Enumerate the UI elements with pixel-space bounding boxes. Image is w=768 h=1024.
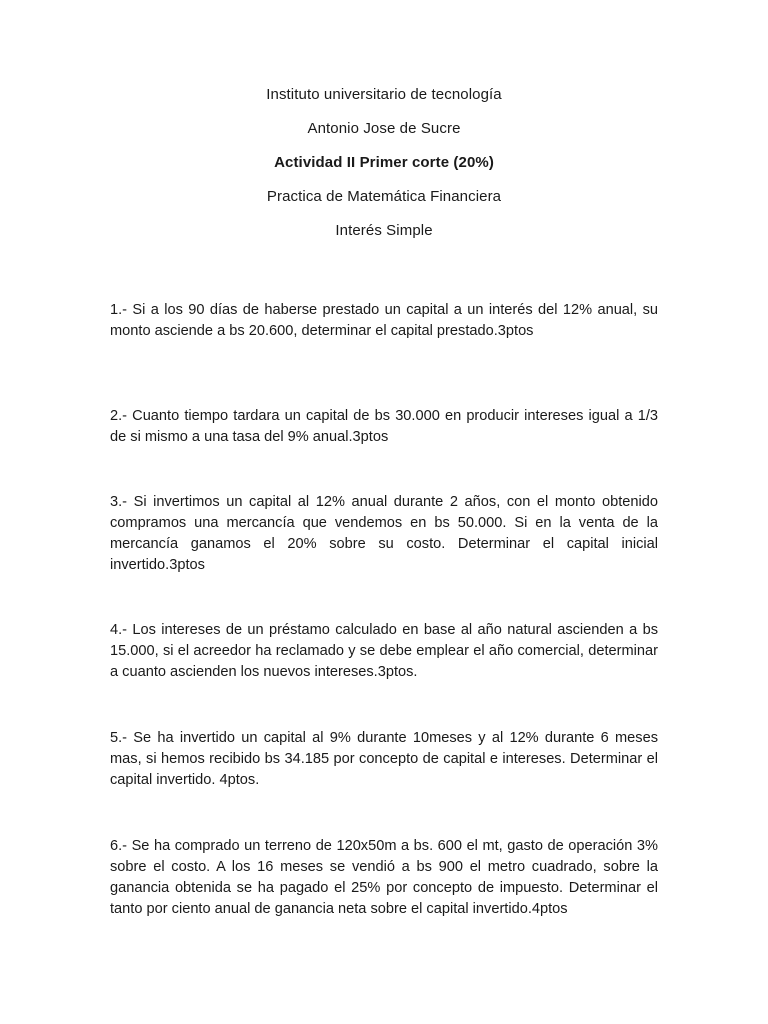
exercise-2: 2.- Cuanto tiempo tardara un capital de bs 30.000 en producir intereses igual a 1/3 de si mismo a una tasa del 9% anual.3ptos [110,407,658,445]
exercise-4: 4.- Los intereses de un préstamo calculado en base al año natural ascienden a bs 15.000, si el acreedor ha reclamado y se debe emplear el año comercial, determinar a cuanto ascienden los nuevos intereses.3ptos. [110,621,658,680]
institution-name: Antonio Jose de Sucre [307,120,461,137]
institution-title: Instituto universitario de tecnología [266,86,502,103]
activity-title: Actividad II Primer corte (20%) [274,154,494,171]
exercise-6: 6.- Se ha comprado un terreno de 120x50m a bs. 600 el mt, gasto de operación 3% sobre el costo. A los 16 meses se vendió a bs 900 el metro cuadrado, sobre la ganancia obtenida se ha pagado el 25% por concepto de impuesto. Determinar el tanto por ciento anual de ganancia neta sobre el capital invertido.4ptos [110,837,658,917]
exercise-3: 3.- Si invertimos un capital al 12% anual durante 2 años, con el monto obtenido compramos una mercancía que vendemos en bs 50.000. Si en la venta de la mercancía ganamos el 20% sobre su costo. Determinar el capital inicial invertido.3ptos [110,493,658,573]
subject-title: Practica de Matemática Financiera [266,188,502,205]
topic-title: Interés Simple [335,222,433,239]
exercise-5: 5.- Se ha invertido un capital al 9% durante 10meses y al 12% durante 6 meses mas, si hemos recibido bs 34.185 por concepto de capital e intereses. Determinar el capital invertido. 4ptos. [110,729,658,788]
document-header [0,86,768,256]
exercise-1: 1.- Si a los 90 días de haberse prestado un capital a un interés del 12% anual, su monto asciende a bs 20.600, determinar el capital prestado.3ptos [110,301,658,339]
